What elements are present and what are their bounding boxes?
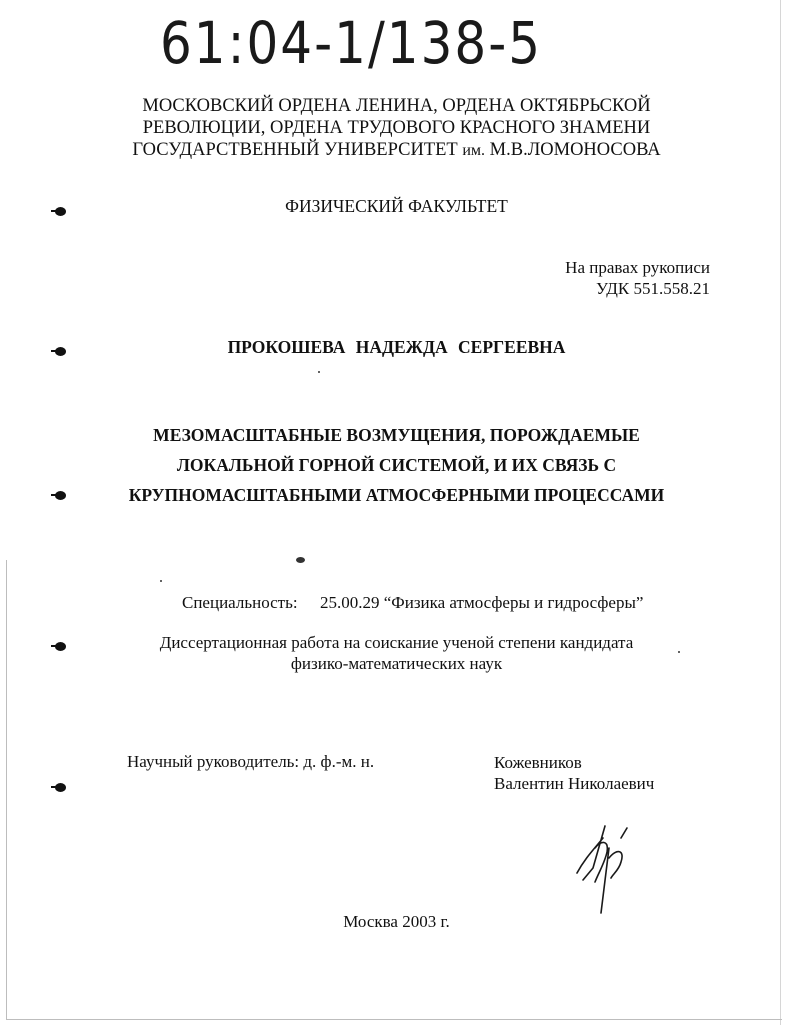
binding-hole-mark (55, 207, 66, 216)
scan-speck (160, 580, 162, 582)
manuscript-rights (565, 257, 710, 299)
university-line-3-main: ГОСУДАРСТВЕННЫЙ УНИВЕРСИТЕТ (132, 140, 458, 160)
author-name: ПРОКОШЕВА НАДЕЖДА СЕРГЕЕВНА (227, 337, 566, 357)
scan-speck (296, 557, 305, 563)
speciality (182, 593, 643, 613)
udk-code: УДК 551.558.21 (595, 279, 710, 298)
scan-edge-right (780, 0, 781, 1025)
supervisor-label: Научный руководитель: д. ф.-м. н. (127, 752, 375, 771)
rights-line: На правах рукописи (565, 258, 710, 277)
degree-line-2: физико-математических наук (290, 654, 503, 673)
university-line-3 (0, 139, 793, 162)
supervisor-surname: Кожевников (494, 753, 582, 772)
title-line-2: ЛОКАЛЬНОЙ ГОРНОЙ СИСТЕМОЙ, И ИХ СВЯЗЬ С (176, 455, 617, 475)
scan-speck (318, 371, 320, 373)
university-line-3-abbr: им. (462, 142, 486, 159)
city-year: Москва 2003 г. (343, 912, 450, 931)
degree-statement (0, 632, 793, 674)
university-name (0, 95, 793, 162)
binding-hole-mark (55, 783, 66, 792)
binding-hole-mark (55, 642, 66, 651)
supervisor-given-names: Валентин Николаевич (494, 774, 655, 793)
scan-speck (678, 651, 680, 653)
faculty-name: ФИЗИЧЕСКИЙ ФАКУЛЬТЕТ (285, 196, 508, 216)
binding-hole-mark (55, 491, 66, 500)
supervisor-name (494, 752, 654, 794)
speciality-label: Специальность: (182, 593, 298, 612)
title-line-3: КРУПНОМАСШТАБНЫМИ АТМОСФЕРНЫМИ ПРОЦЕССАМИ (128, 485, 665, 505)
scan-edge-bottom (6, 1019, 782, 1020)
speciality-value: 25.00.29 “Физика атмосферы и гидросферы” (320, 593, 644, 612)
scan-edge-left (6, 560, 7, 1020)
university-line-1: МОСКОВСКИЙ ОРДЕНА ЛЕНИНА, ОРДЕНА ОКТЯБРЬСКОЙ (142, 96, 651, 116)
binding-hole-mark (55, 347, 66, 356)
dissertation-title (0, 420, 793, 510)
university-line-2: РЕВОЛЮЦИИ, ОРДЕНА ТРУДОВОГО КРАСНОГО ЗНАМЕНИ (142, 118, 651, 138)
handwritten-catalog-code: 61:04-1/138-5 (160, 10, 543, 77)
handwritten-signature (565, 818, 645, 918)
university-line-3-name: М.В.ЛОМОНОСОВА (489, 140, 661, 160)
title-line-1: МЕЗОМАСШТАБНЫЕ ВОЗМУЩЕНИЯ, ПОРОЖДАЕМЫЕ (153, 425, 640, 445)
degree-line-1: Диссертационная работа на соискание ученой степени кандидата (159, 633, 634, 652)
